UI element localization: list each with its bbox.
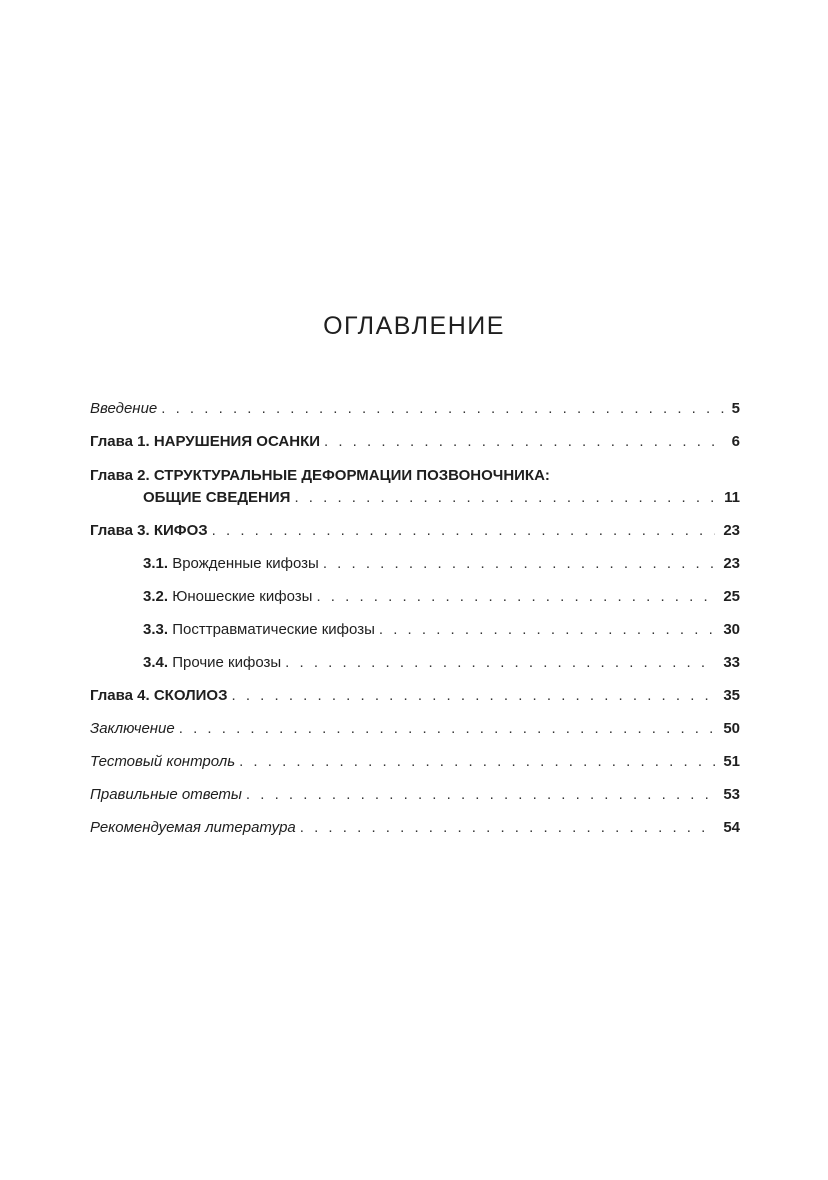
toc-entry-conclusion[interactable] — [90, 718, 740, 740]
toc-entry-chapter-1[interactable] — [90, 431, 740, 453]
toc-entry-title: Юношеские кифозы — [172, 588, 313, 605]
toc-page-number: 50 — [723, 720, 740, 737]
toc-page-number: 11 — [724, 489, 740, 506]
dot-leader — [239, 751, 715, 773]
dot-leader — [379, 619, 715, 641]
dot-leader — [179, 718, 716, 740]
toc-entry-title: Тестовый контроль — [90, 753, 236, 770]
section-number: 3.1. — [143, 555, 169, 572]
toc-entry-chapter-3[interactable] — [90, 520, 740, 542]
toc-entry-title: Введение — [90, 400, 158, 417]
toc-entry-title-line-1: Глава 2. СТРУКТУРАЛЬНЫЕ ДЕФОРМАЦИИ ПОЗВОНОЧНИКА: — [90, 467, 550, 484]
page-title: ОГЛАВЛЕНИЕ — [323, 312, 505, 340]
section-number: 3.3. — [143, 621, 169, 638]
table-of-contents — [90, 398, 740, 839]
dot-leader — [212, 520, 716, 542]
toc-page-number: 51 — [723, 753, 740, 770]
toc-page-number: 54 — [723, 819, 740, 836]
toc-page-number: 35 — [723, 687, 740, 704]
toc-entry-title: Заключение — [90, 720, 175, 737]
toc-entry-section-3-3[interactable] — [90, 619, 740, 641]
toc-page-number: 33 — [723, 654, 740, 671]
dot-leader — [232, 685, 716, 707]
toc-entry-chapter-4[interactable] — [90, 685, 740, 707]
toc-entry-section-3-4[interactable] — [90, 652, 740, 674]
toc-entry-title: Прочие кифозы — [172, 654, 282, 671]
toc-page-number: 23 — [723, 555, 740, 572]
toc-entry-title: Глава 4. СКОЛИОЗ — [90, 687, 228, 704]
toc-entry-title-line-2: ОБЩИЕ СВЕДЕНИЯ — [143, 489, 291, 506]
toc-entry-title: Глава 3. КИФОЗ — [90, 522, 208, 539]
dot-leader — [246, 784, 715, 806]
section-number: 3.2. — [143, 588, 169, 605]
toc-entry-section-3-1[interactable] — [90, 553, 740, 575]
toc-entry-title: Глава 1. НАРУШЕНИЯ ОСАНКИ — [90, 433, 321, 450]
dot-leader — [324, 431, 724, 453]
dot-leader — [323, 553, 715, 575]
toc-entry-intro[interactable] — [90, 398, 740, 420]
toc-entry-literature[interactable] — [90, 817, 740, 839]
dot-leader — [285, 652, 715, 674]
toc-entry-title: Правильные ответы — [90, 786, 242, 803]
toc-entry-chapter-2[interactable] — [90, 465, 740, 509]
toc-page-number: 6 — [731, 433, 740, 450]
toc-entry-title-line-2-row — [90, 487, 740, 509]
toc-page-number: 5 — [731, 400, 740, 417]
dot-leader — [300, 817, 716, 839]
toc-entry-title: Врожденные кифозы — [172, 555, 319, 572]
toc-page-number: 53 — [723, 786, 740, 803]
section-number: 3.4. — [143, 654, 169, 671]
toc-entry-test[interactable] — [90, 751, 740, 773]
toc-entry-answers[interactable] — [90, 784, 740, 806]
toc-entry-title: Посттравматические кифозы — [172, 621, 375, 638]
toc-entry-section-3-2[interactable] — [90, 586, 740, 608]
toc-entry-title: Рекомендуемая литература — [90, 819, 296, 836]
toc-page-number: 25 — [723, 588, 740, 605]
dot-leader — [294, 487, 716, 509]
dot-leader — [316, 586, 715, 608]
dot-leader — [161, 398, 723, 420]
toc-page-number: 30 — [723, 621, 740, 638]
toc-page-number: 23 — [723, 522, 740, 539]
